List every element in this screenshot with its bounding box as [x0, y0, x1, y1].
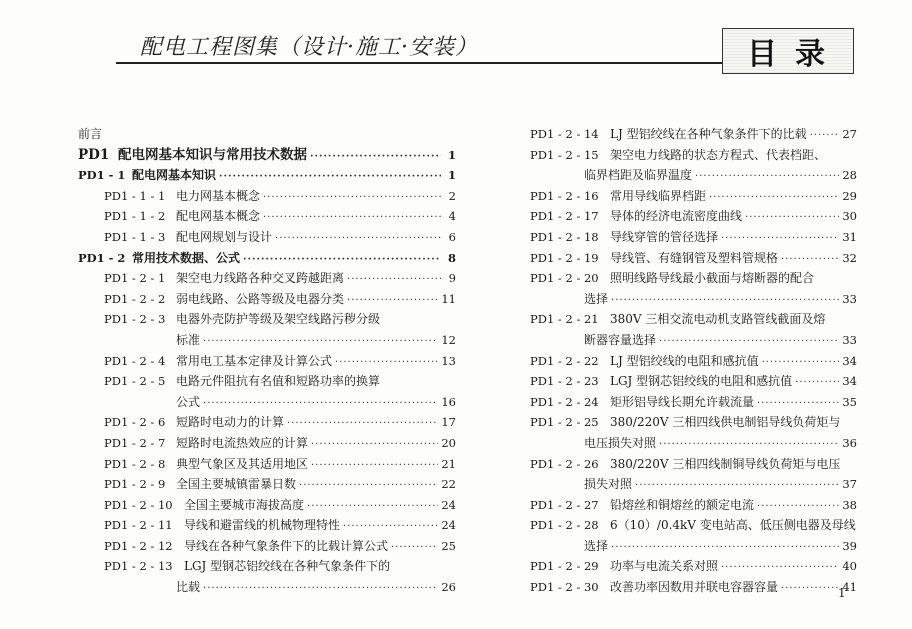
- toc-title: LJ 型铝绞线的电阻和感抗值: [610, 353, 759, 368]
- toc-code: PD1 - 2 - 23: [530, 374, 599, 389]
- toc-code: PD1 - 2 - 14: [530, 127, 599, 141]
- toc-page: 1: [447, 168, 456, 183]
- toc-page: 2: [448, 188, 456, 203]
- toc-title: 电压损失对照: [584, 435, 657, 450]
- toc-code: PD1 - 1 - 1: [104, 188, 166, 203]
- toc-code: PD1 - 2 - 5: [104, 374, 166, 389]
- toc-title: LGJ 型钢芯铝绞线在各种气象条件下的: [184, 559, 391, 574]
- toc-leader-dots: [203, 394, 438, 415]
- toc-code: PD1 - 2 - 16: [530, 188, 599, 203]
- toc-leader-dots: [391, 538, 438, 559]
- toc-code: PD1: [78, 146, 110, 163]
- toc-code: PD1 - 2 - 9: [104, 477, 166, 492]
- toc-leader-dots: [611, 538, 839, 559]
- toc-code: PD1 - 2 - 26: [530, 456, 599, 471]
- toc-title: 导线穿管的管径选择: [610, 229, 719, 244]
- book-title: 配电工程图集（设计·施工·安装）: [140, 35, 478, 60]
- toc-title: 导线在各种气象条件下的比载计算公式: [184, 538, 389, 553]
- toc-leader-dots: [263, 208, 441, 229]
- toc-page: 24: [441, 497, 456, 512]
- toc-code: PD1 - 2 - 7: [104, 435, 166, 450]
- toc-code: PD1 - 2 - 18: [530, 229, 599, 244]
- toc-leader-dots: [347, 270, 441, 291]
- toc-title: 常用技术数据、公式: [132, 250, 241, 265]
- toc-entry: [78, 412, 456, 433]
- toc-entry: [78, 536, 456, 557]
- toc-title: 380/220V 三相四线制铜导线负荷矩与电压: [610, 456, 841, 471]
- toc-entry: [504, 330, 857, 351]
- toc-leader-dots: [203, 332, 438, 353]
- toc-title: 导体的经济电流密度曲线: [610, 209, 743, 224]
- toc-title: 临界档距及临界温度: [584, 168, 693, 183]
- toc-title: 照明线路导线最小截面与熔断器的配合: [610, 271, 815, 286]
- toc-entry: [504, 433, 857, 454]
- toc-leader-dots: [311, 456, 438, 477]
- toc-page: 26: [441, 580, 456, 595]
- toc-page: 39: [842, 538, 857, 553]
- toc-title: 380/220V 三相四线供电制铝导线负荷矩与: [610, 415, 841, 430]
- toc-title: 矩形铝导线长期允许载流量: [610, 394, 755, 409]
- toc-entry: [78, 206, 456, 227]
- toc-page: 4: [448, 209, 456, 224]
- toc-entry: [504, 351, 857, 372]
- toc-page: 24: [441, 518, 456, 533]
- toc-title: 短路时电动力的计算: [176, 415, 285, 430]
- toc-title: 电路元件阻抗有名值和短路功率的换算: [176, 374, 381, 389]
- toc-leader-dots: [721, 558, 839, 579]
- toc-leader-dots: [335, 353, 438, 374]
- toc-entry: [504, 289, 857, 310]
- toc-title: 电器外壳防护等级及架空线路污秽分级: [176, 312, 381, 327]
- toc-entry: [78, 124, 456, 145]
- toc-leader-dots: [611, 291, 839, 312]
- toc-title: 全国主要城市海拔高度: [184, 497, 305, 512]
- toc-leader-dots: [203, 579, 438, 600]
- toc-page: 34: [842, 374, 857, 389]
- toc-entry: [78, 495, 456, 516]
- toc-leader-dots: [343, 517, 438, 538]
- toc-code: PD1 - 2 - 12: [104, 538, 173, 553]
- toc-leader-dots: [275, 229, 441, 250]
- toc-code: PD1 - 2 - 17: [530, 209, 599, 224]
- toc-title: 公式: [176, 394, 201, 409]
- toc-title: 短路时电流热效应的计算: [176, 435, 309, 450]
- toc-title: 弱电线路、公路等级及电器分类: [176, 291, 345, 306]
- toc-code: PD1 - 2 - 11: [104, 518, 173, 533]
- toc-title: 6（10）/0.4kV 变电站高、低压侧电器及母线: [610, 518, 856, 533]
- toc-code: PD1 - 2 - 3: [104, 312, 166, 327]
- toc-page: 29: [842, 188, 857, 203]
- toc-code: PD1 - 2 - 8: [104, 456, 166, 471]
- toc-entry: [504, 577, 857, 598]
- toc-title: 前言: [78, 127, 103, 141]
- toc-code: PD1 - 2 - 2: [104, 291, 166, 306]
- toc-code: PD1 - 2 - 28: [530, 518, 599, 533]
- toc-code: PD1 - 2 - 20: [530, 271, 599, 286]
- toc-title: 全国主要城镇雷暴日数: [176, 477, 297, 492]
- toc-page: 27: [842, 127, 857, 141]
- toc-title: 铅熔丝和铜熔丝的额定电流: [610, 497, 755, 512]
- toc-page: 12: [441, 332, 456, 347]
- toc-code: PD1 - 2 - 25: [530, 415, 599, 430]
- toc-entry: [504, 454, 857, 475]
- toc-page: 35: [842, 394, 857, 409]
- toc-leader-dots: [287, 414, 438, 435]
- toc-entry: [78, 474, 456, 495]
- toc-leader-dots: [659, 332, 839, 353]
- toc-page: 22: [441, 477, 456, 492]
- toc-page: 33: [842, 291, 857, 306]
- toc-entry: [504, 536, 857, 557]
- toc-title: 标准: [176, 332, 201, 347]
- toc-page: 41: [842, 580, 857, 595]
- toc-page: 28: [842, 168, 857, 183]
- toc-code: PD1 - 2 - 24: [530, 394, 599, 409]
- toc-entry: [78, 515, 456, 536]
- toc-title: 选择: [584, 538, 609, 553]
- header-rule: [116, 62, 736, 64]
- toc-title: 380V 三相交流电动机支路管线截面及熔: [610, 312, 826, 327]
- toc-entry: [504, 145, 857, 166]
- toc-entry: [78, 248, 456, 269]
- toc-entry: [504, 556, 857, 577]
- toc-title: LGJ 型钢芯铝绞线的电阻和感抗值: [610, 374, 793, 389]
- toc-right-column: [504, 124, 857, 598]
- toc-entry: [504, 227, 857, 248]
- toc-title: 常用电工基本定律及计算公式: [176, 353, 333, 368]
- toc-title: 改善功率因数用并联电容器容量: [610, 580, 779, 595]
- section-title: 目录: [747, 37, 843, 72]
- toc-page: 11: [441, 291, 456, 306]
- toc-code: PD1 - 2 - 6: [104, 415, 166, 430]
- toc-entry: [78, 145, 456, 166]
- toc-title: 配电网基本知识与常用技术数据: [118, 146, 307, 163]
- page-number: 1: [838, 586, 846, 600]
- toc-title: 架空电力线路的状态方程式、代表档距、: [610, 147, 827, 162]
- toc-page: 37: [842, 477, 857, 492]
- toc-leader-dots: [659, 435, 839, 456]
- toc-entry: [504, 268, 857, 289]
- toc-entry: [78, 371, 456, 392]
- toc-title: 损失对照: [584, 477, 633, 492]
- toc-code: PD1 - 2 - 10: [104, 497, 173, 512]
- toc-leader-dots: [709, 188, 839, 209]
- toc-code: PD1 - 1 - 3: [104, 229, 166, 244]
- toc-entry: [78, 556, 456, 577]
- toc-entry: [504, 371, 857, 392]
- toc-left-column: [78, 124, 456, 598]
- toc-page: 9: [448, 271, 456, 286]
- toc-entry: [504, 515, 857, 536]
- toc-entry: [504, 186, 857, 207]
- toc-code: PD1 - 2 - 30: [530, 580, 599, 595]
- toc-page: 20: [441, 435, 456, 450]
- toc-page: 21: [441, 456, 456, 471]
- toc-page: 31: [842, 229, 857, 244]
- toc-entry: [78, 289, 456, 310]
- toc-leader-dots: [757, 497, 839, 518]
- toc-page: 8: [447, 250, 456, 265]
- toc-page: 17: [441, 415, 456, 430]
- toc-entry: [504, 206, 857, 227]
- toc-leader-dots: [635, 476, 839, 497]
- toc-entry: [78, 351, 456, 372]
- toc-leader-dots: [757, 394, 839, 415]
- toc-entry: [78, 165, 456, 186]
- toc-leader-dots: [781, 250, 839, 271]
- toc-code: PD1 - 2 - 27: [530, 497, 599, 512]
- toc-entry: [504, 495, 857, 516]
- toc-page: 13: [441, 353, 456, 368]
- toc-code: PD1 - 2 - 22: [530, 353, 599, 368]
- toc-entry: [504, 248, 857, 269]
- toc-code: PD1 - 2 - 4: [104, 353, 166, 368]
- toc-code: PD1 - 2 - 19: [530, 250, 599, 265]
- toc-leader-dots: [745, 208, 839, 229]
- toc-leader-dots: [781, 579, 839, 600]
- toc-page: 1: [447, 147, 456, 162]
- toc-entry: [78, 268, 456, 289]
- toc-title: 导线管、有缝钢管及塑料管规格: [610, 250, 779, 265]
- toc-title: 电力网基本概念: [176, 188, 261, 203]
- toc-entry: [504, 474, 857, 495]
- toc-leader-dots: [310, 147, 441, 168]
- toc-entry: [504, 309, 857, 330]
- toc-code: PD1 - 2 - 1: [104, 271, 166, 286]
- toc-leader-dots: [311, 435, 438, 456]
- toc-entry: [78, 309, 456, 330]
- toc-entry: [504, 124, 857, 145]
- toc-code: PD1 - 2 - 21: [530, 312, 599, 327]
- toc-entry: [78, 392, 456, 413]
- toc-title: LJ 型铝绞线在各种气象条件下的比载: [610, 127, 807, 141]
- toc-page: 25: [441, 538, 456, 553]
- toc-page: 30: [842, 209, 857, 224]
- toc-page: 34: [842, 353, 857, 368]
- toc-code: PD1 - 2: [78, 250, 126, 265]
- toc-page: 40: [842, 559, 857, 574]
- toc-entry: [78, 577, 456, 598]
- toc-code: PD1 - 1 - 2: [104, 209, 166, 224]
- toc-title: 配电网基本概念: [176, 209, 261, 224]
- toc-title: 架空电力线路各种交叉跨越距离: [176, 271, 345, 286]
- toc-page: 38: [842, 497, 857, 512]
- toc-page: 32: [842, 250, 857, 265]
- toc-leader-dots: [263, 188, 441, 209]
- toc-entry: [78, 186, 456, 207]
- toc-page: 6: [448, 229, 456, 244]
- toc-entry: [78, 433, 456, 454]
- toc-page: 36: [842, 435, 857, 450]
- toc-leader-dots: [347, 291, 438, 312]
- toc-entry: [78, 454, 456, 475]
- toc-page: 33: [842, 332, 857, 347]
- toc-title: 功率与电流关系对照: [610, 559, 719, 574]
- toc-entry: [78, 227, 456, 248]
- toc-leader-dots: [243, 250, 441, 271]
- toc-title: 导线和避雷线的机械物理特性: [184, 518, 341, 533]
- toc-title: 配电网规划与设计: [176, 229, 273, 244]
- section-title-box: [722, 28, 854, 74]
- toc-leader-dots: [795, 373, 839, 394]
- toc-code: PD1 - 2 - 29: [530, 559, 599, 574]
- toc-entry: [78, 330, 456, 351]
- toc-leader-dots: [307, 497, 438, 518]
- toc-leader-dots: [810, 126, 840, 147]
- toc-leader-dots: [219, 167, 441, 188]
- toc-leader-dots: [299, 476, 438, 497]
- toc-code: PD1 - 2 - 15: [530, 147, 599, 162]
- toc-title: 配电网基本知识: [132, 168, 217, 183]
- toc-leader-dots: [762, 353, 840, 374]
- toc-leader-dots: [695, 167, 839, 188]
- toc-leader-dots: [721, 229, 839, 250]
- toc-title: 断器容量选择: [584, 332, 657, 347]
- toc-code: PD1 - 2 - 13: [104, 559, 173, 574]
- toc-code: PD1 - 1: [78, 168, 126, 183]
- toc-title: 常用导线临界档距: [610, 188, 707, 203]
- toc-title: 选择: [584, 291, 609, 306]
- toc-title: 比载: [176, 580, 201, 595]
- toc-title: 典型气象区及其适用地区: [176, 456, 309, 471]
- toc-page: 16: [441, 394, 456, 409]
- toc-entry: [504, 392, 857, 413]
- toc-entry: [504, 165, 857, 186]
- toc-entry: [504, 412, 857, 433]
